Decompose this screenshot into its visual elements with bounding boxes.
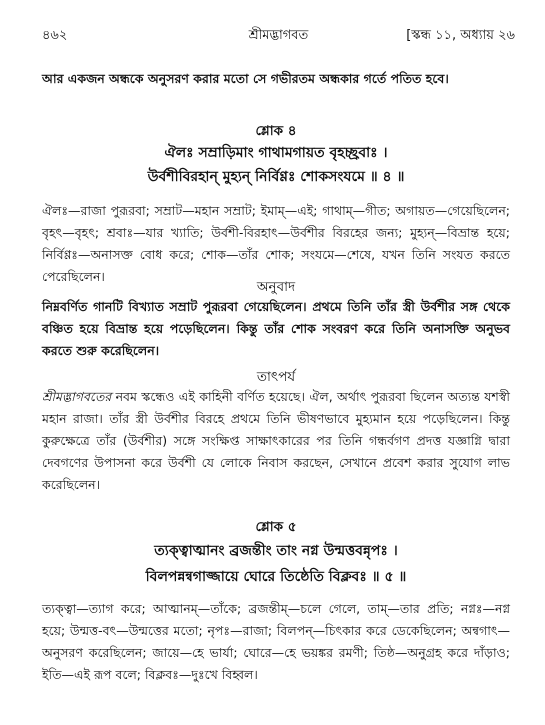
sloka-4-purport (42, 386, 510, 496)
purport-book-name: শ্রীমদ্ভাগবতের (42, 389, 112, 404)
purport-heading: তাৎপর্য (256, 369, 296, 385)
book-title: শ্রীমদ্ভাগবত (248, 28, 309, 43)
sloka-4-synonyms: ঐলঃ—রাজা পুরূরবা; সম্রাট—মহান সম্রাট; ইমাম্—এই; গাথাম্—গীত; অগায়ত—গেয়েছিলেন; বৃহৎ—বৃহৎ; শ্রবাঃ—যার খ্যাতি; উর্বশী-বিরহাৎ—উর্বশীর বিরহের জন্য; মুহ্যন্—বিভ্রান্ত হয়ে; নির্বিণ্ণঃ—অনাসক্ত বোধ করে; শোক—তাঁর শোক; সংযমে—শেষে, যখন তিনি সংযত করতে পেরেছিলেন। (42, 203, 510, 284)
sloka-4-line-1: ঐলঃ সম্রাড়িমাং গাথামগায়ত বৃহচ্ছ্রবাঃ । (164, 145, 388, 161)
purport-text: নবম স্কন্ধেও এই কাহিনী বর্ণিত হয়েছে। ঐল, অর্থাৎ পুরূরবা ছিলেন অত্যন্ত যশস্বী মহান রাজা। তাঁর স্ত্রী উর্বশীর বিরহে প্রথমে তিনি ভীষণভাবে মুহ্যমান হয়ে পড়েছিলেন। কিন্তু কুরুক্ষেত্রে তাঁর (উর্বশীর) সঙ্গে সংক্ষিপ্ত সাক্ষাৎকারের পর তিনি গন্ধর্বগণ প্রদত্ত যজ্ঞাগ্নি দ্বারা দেবগণের উপাসনা করে উর্বশী যে লোকে নিবাস করছেন, সেখানে প্রবেশ করার সুযোগ লাভ করেছিলেন। (42, 389, 510, 492)
sloka-5-synonyms: ত্যক্ত্বা—ত্যাগ করে; আত্মানম্—তাঁকে; ব্রজন্তীম্—চলে গেলে, তাম্—তার প্রতি; নগ্নঃ—নগ্ন হয়ে; উন্মত্ত-বৎ—উন্মত্তের মতো; নৃপঃ—রাজা; বিলপন্—চিৎকার করে ডেকেছিলেন; অন্বগাৎ—অনুসরণ করেছিলেন; জায়ে—হে ভার্যা; ঘোরে—হে ভয়ঙ্কর রমণী; তিষ্ঠ—অনুগ্রহ করে দাঁড়াও; ইতি—এই রূপ বলে; বিক্লবঃ—দুঃখে বিহ্বল। (42, 601, 510, 682)
sloka-5-line-2: বিলপন্নন্বগাজ্জায়ে ঘোরে তিষ্ঠেতি বিক্লবঃ ॥ ৫ ॥ (145, 569, 407, 585)
sloka-4-line-2: উর্বশীবিরহান্ মুহ্যন্ নির্বিণ্ণঃ শোকসংযমে ॥ ৪ ॥ (147, 169, 405, 185)
intro-paragraph: আর একজন অন্ধকে অনুসরণ করার মতো সে গভীরতম অন্ধকার গর্তে পতিত হবে। (42, 71, 449, 86)
translation-heading: অনুবাদ (256, 279, 296, 295)
sloka-4-translation: নিম্নবর্ণিত গানটি বিখ্যাত সম্রাট পুরূরবা গেয়েছিলেন। প্রথমে তিনি তাঁর স্ত্রী উর্বশীর সঙ্গ থেকে বঞ্চিত হয়ে বিভ্রান্ত হয়ে পড়েছিলেন। কিন্তু তাঁর শোক সংবরণ করে তিনি অনাসক্তি অনুভব করতে শুরু করেছিলেন। (42, 299, 510, 358)
running-header (42, 26, 515, 48)
sloka-5-line-1: ত্যক্ত্বাত্মানং ব্রজন্তীং তাং নগ্ন উন্মত্তবন্নৃপঃ । (154, 543, 398, 559)
section-reference: [স্কন্ধ ১১, অধ্যায় ২৬ (406, 28, 515, 43)
page-number: ৪৬২ (42, 28, 68, 43)
sloka-5-heading: শ্লোক ৫ (255, 519, 297, 535)
sloka-4-heading: শ্লোক ৪ (255, 123, 297, 139)
